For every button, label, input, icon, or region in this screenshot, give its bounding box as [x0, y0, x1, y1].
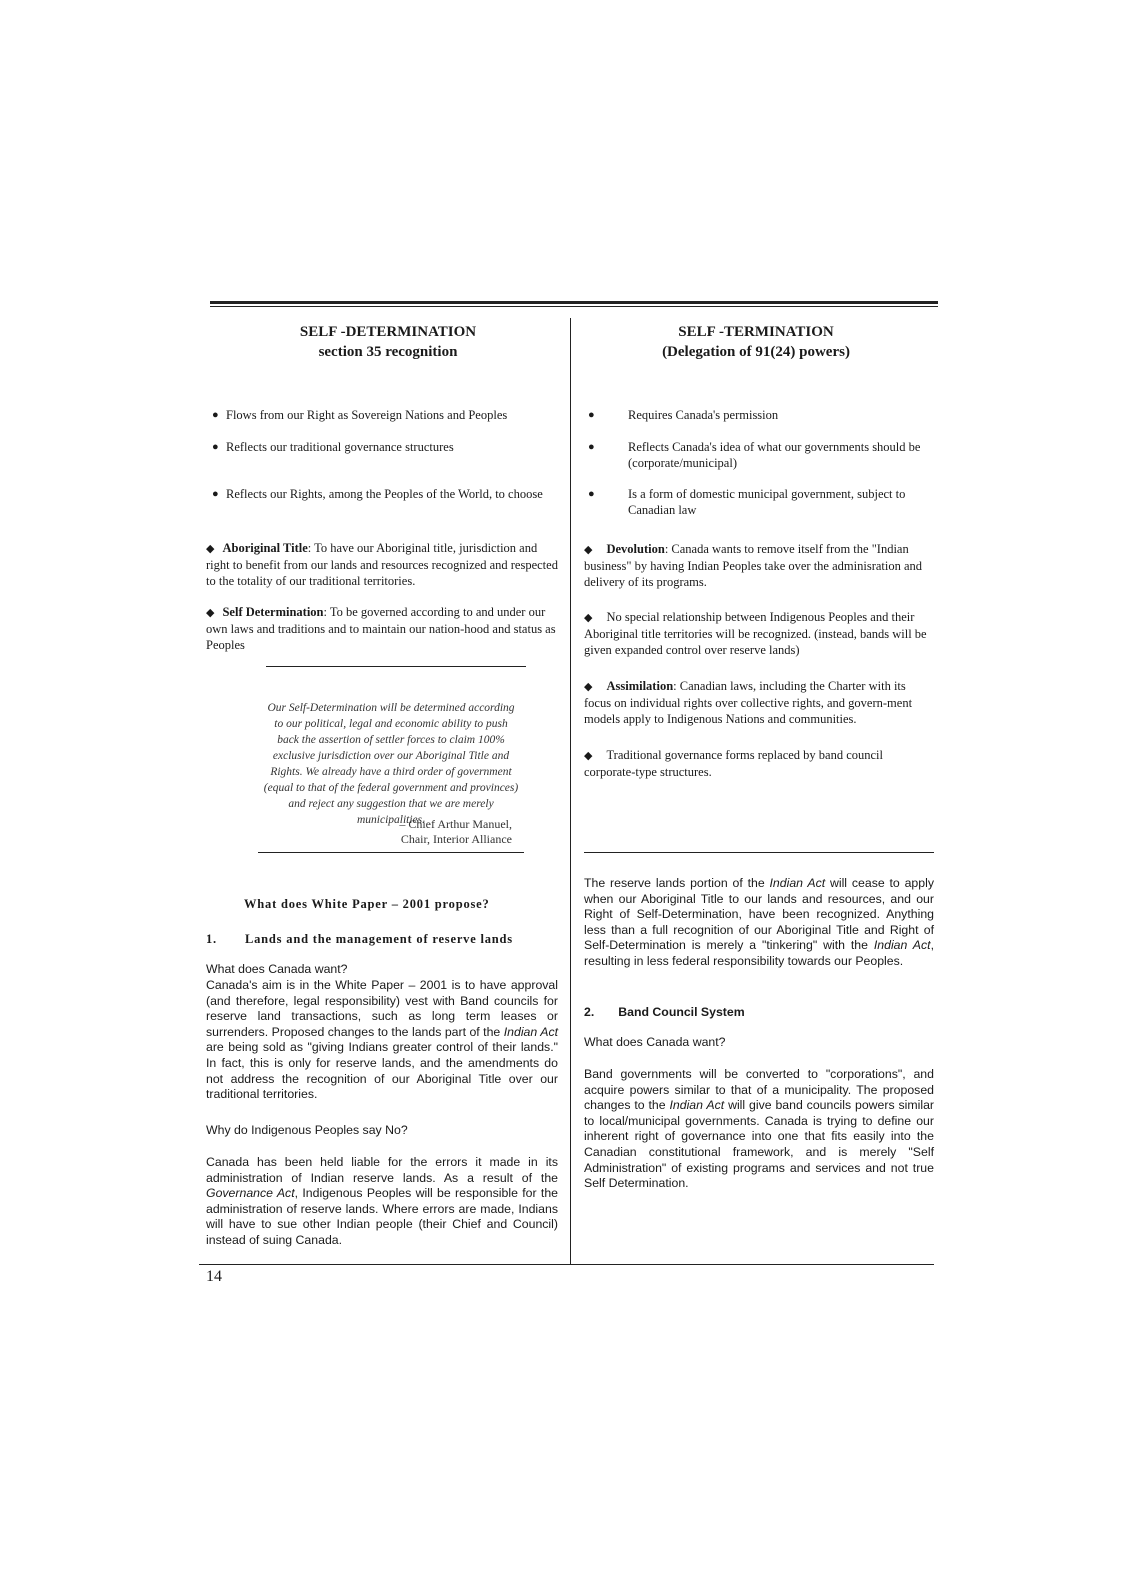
bullet-dot-icon: ● [588, 441, 595, 453]
right-heading [578, 322, 934, 362]
diamond-bullet-icon: ◆ [206, 607, 215, 619]
right-bullet-2: ● Reflects Canada's idea of what our governments should be (corporate/municipal) [588, 440, 921, 470]
bullet-dot-icon: ● [212, 488, 219, 500]
right-title: SELF -TERMINATION [678, 324, 834, 340]
bullet-dot-icon: ● [588, 488, 595, 500]
bottom-rule [199, 1264, 934, 1265]
right-item-traditional-governance: ◆ Traditional governance forms replaced by band council corporate-type structures. [584, 748, 884, 779]
left-quote: Our Self-Determination will be determined according to our political, legal and economic ability to push back the assertion of settler forces to claim 100% exclusive jurisdiction over our Aboriginal Title and Rights. We already have a third order of government (equal to that of the federal government and provinces) and reject any suggestion that we are merely municipalities. [263, 702, 519, 826]
right-item-no-special-relationship: ◆ No special relationship between Indigenous Peoples and their Aboriginal title territories will be recognized. (instead, bands will be given expanded control over reserve lands) [584, 610, 927, 657]
bullet-dot-icon: ● [212, 441, 219, 453]
bullet-dot-icon: ● [212, 409, 219, 421]
right-item-assimilation: ◆ Assimilation: Canadian laws, including the Charter with its focus on individual rights over collective rights, and govern-ment models apply to Indigenous Nations and communities. [584, 679, 913, 726]
right-rule [584, 852, 934, 853]
right-paragraph-1: The reserve lands portion of the Indian Act will cease to apply when our Aboriginal Title to our lands and resources, and our Right of Self-Determination, have been recognized. Anything less than a full recognition of our Aboriginal Title and Right of Self-Determination is merely a "tinkering" with the Indian Act, resulting in less federal responsibility towards our Peoples. [584, 876, 934, 968]
left-item-aboriginal-title: ◆ Aboriginal Title: To have our Aboriginal title, jurisdiction and right to benefit from our lands and resources recognized and respected to the totality of our traditional territories. [206, 541, 558, 588]
left-title: SELF -DETERMINATION [299, 324, 477, 340]
left-paragraph-1: Canada's aim is in the White Paper – 2001 is to have approval (and therefore, legal responsibility) vest with Band councils for reserve land transactions, such as long term leases or surrenders. Proposed changes to the lands part of the Indian Act are being sold as "giving Indians greater control of their lands." In fact, this is only for reserve lands, and the amendments do not address the recognition of our Aboriginal Title over our traditional territories. [206, 978, 559, 1102]
right-question-1: What does Canada want? [584, 1035, 726, 1049]
diamond-bullet-icon: ◆ [584, 612, 593, 624]
left-bullet-1: ● Flows from our Right as Sovereign Nations and Peoples [212, 408, 508, 422]
left-subtitle: section 35 recognition [318, 344, 458, 360]
left-section-title: What does White Paper – 2001 propose? [244, 897, 490, 911]
right-item-devolution: ◆ Devolution: Canada wants to remove itself from the "Indian business" by having Indian Peoples take over the adminisration and delivery of its programs. [584, 542, 923, 589]
attribution-role: Chair, Interior Alliance [400, 832, 512, 846]
attribution-name: – Chief Arthur Manuel, [399, 817, 512, 831]
bullet-dot-icon: ● [588, 409, 595, 421]
right-subtitle: (Delegation of 91(24) powers) [662, 344, 850, 360]
diamond-bullet-icon: ◆ [584, 750, 593, 762]
right-paragraph-2: Band governments will be converted to "corporations", and acquire powers similar to that of a municipality. The proposed changes to the Indian Act will give band councils powers similar to local/municipal governments. Canada is trying to define our inherent right of governance into one that fits easily into the Canadian constitutional framework, and is merely "Self Administration" of existing programs and services and not true Self Determination. [584, 1067, 935, 1191]
diamond-bullet-icon: ◆ [206, 543, 215, 555]
left-section1-heading: 1. Lands and the management of reserve lands [206, 932, 513, 946]
left-question-1: What does Canada want? [206, 962, 348, 976]
right-section2-heading: 2. Band Council System [584, 1005, 745, 1019]
left-quote-attribution [300, 817, 512, 847]
left-bullet-3: ● Reflects our Rights, among the Peoples of the World, to choose [212, 487, 543, 501]
left-bullet-2: ● Reflects our traditional governance structures [212, 440, 454, 454]
left-heading [210, 322, 566, 362]
diamond-bullet-icon: ◆ [584, 681, 593, 693]
column-divider [570, 318, 571, 1264]
left-question-2: Why do Indigenous Peoples say No? [206, 1123, 408, 1137]
top-double-rule [210, 301, 938, 304]
right-bullet-3: ● Is a form of domestic municipal government, subject to Canadian law [588, 487, 906, 517]
right-bullet-1: ● Requires Canada's permission [588, 408, 779, 422]
left-quote-rule-top [266, 666, 526, 667]
left-paragraph-2: Canada has been held liable for the errors it made in its administration of Indian reserve lands. As a result of the Governance Act, Indigenous Peoples will be responsible for the administration of reserve lands. Where errors are made, Indians will have to sue other Indian people (their Chief and Council) instead of suing Canada. [206, 1155, 558, 1247]
left-item-self-determination: ◆ Self Determination: To be governed according to and under our own laws and traditions and to maintain our nation-hood and status as Peoples [206, 605, 556, 652]
top-double-rule-thin [210, 306, 938, 307]
diamond-bullet-icon: ◆ [584, 544, 593, 556]
page-number: 14 [206, 1268, 222, 1285]
left-quote-rule-bottom [258, 852, 524, 853]
